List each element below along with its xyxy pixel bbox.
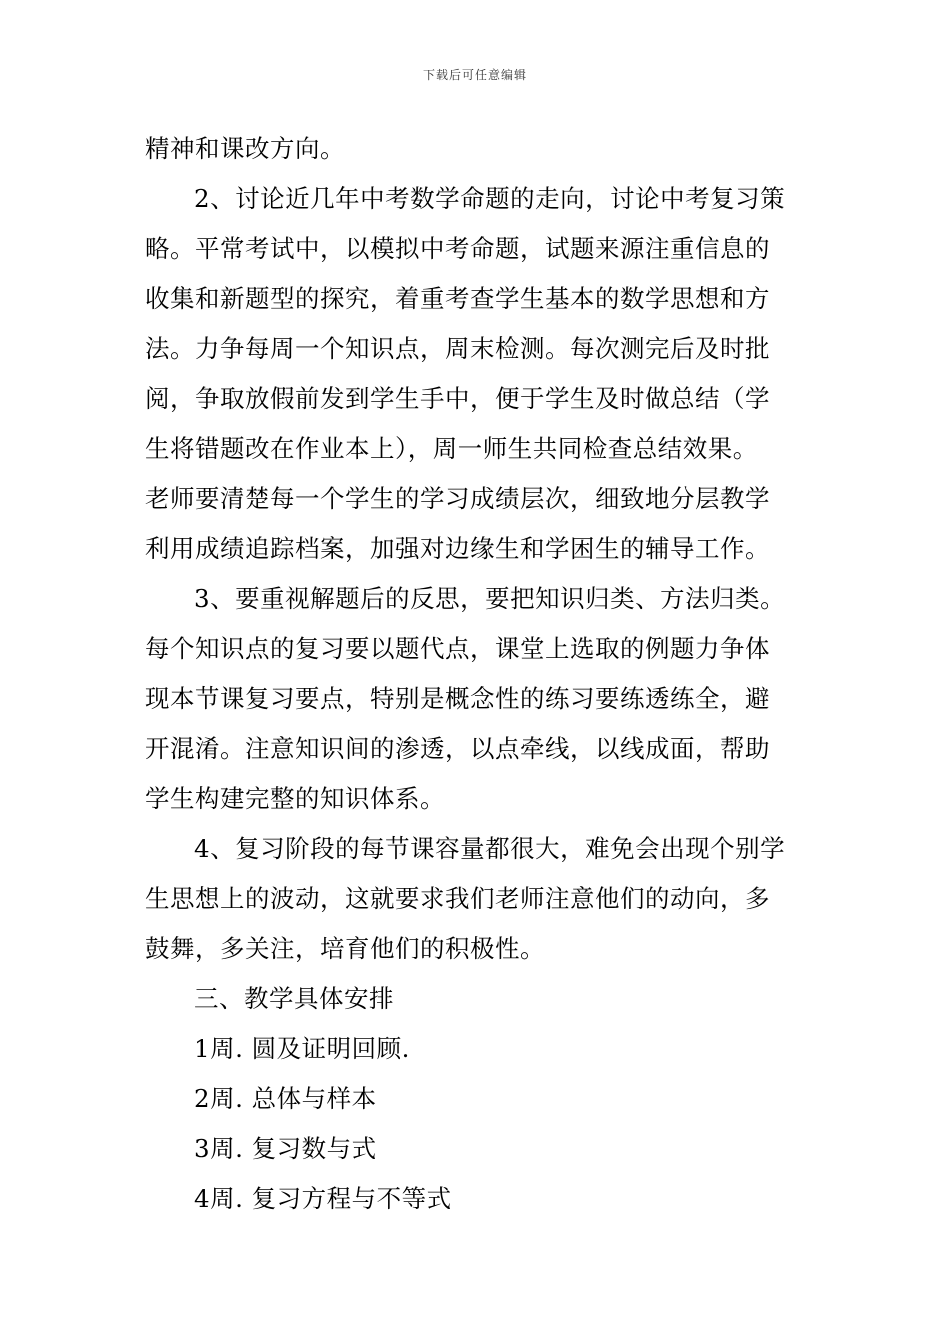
schedule-item: 3周. 复习数与式 xyxy=(194,1134,377,1163)
paragraph-line: 生思想上的波动，这就要求我们老师注意他们的动向，多 xyxy=(145,884,770,913)
paragraph-line: 老师要清楚每一个学生的学习成绩层次，细致地分层教学 xyxy=(145,484,770,513)
paragraph-line: 现本节课复习要点，特别是概念性的练习要练透练全，避 xyxy=(145,684,770,713)
section-heading: 三、教学具体安排 xyxy=(194,984,394,1013)
schedule-item: 2周. 总体与样本 xyxy=(194,1084,377,1113)
paragraph-line: 每个知识点的复习要以题代点，课堂上选取的例题力争体 xyxy=(145,634,770,663)
paragraph-line: 3、要重视解题后的反思，要把知识归类、方法归类。 xyxy=(194,584,786,613)
paragraph-line: 鼓舞，多关注，培育他们的积极性。 xyxy=(145,934,545,963)
paragraph-line: 略。平常考试中，以模拟中考命题，试题来源注重信息的 xyxy=(145,234,770,263)
paragraph-line: 收集和新题型的探究，着重考查学生基本的数学思想和方 xyxy=(145,284,770,313)
schedule-item: 4周. 复习方程与不等式 xyxy=(194,1184,452,1213)
paragraph-line: 4、复习阶段的每节课容量都很大，难免会出现个别学 xyxy=(194,834,786,863)
paragraph-line: 利用成绩追踪档案，加强对边缘生和学困生的辅导工作。 xyxy=(145,534,770,563)
paragraph-line: 开混淆。注意知识间的渗透，以点牵线，以线成面，帮助 xyxy=(145,734,770,763)
paragraph-line: 阅，争取放假前发到学生手中，便于学生及时做总结（学 xyxy=(145,384,770,413)
paragraph-line: 精神和课改方向。 xyxy=(145,134,345,163)
paragraph-line: 学生构建完整的知识体系。 xyxy=(145,784,445,813)
paragraph-line: 生将错题改在作业本上），周一师生共同检查总结效果。 xyxy=(145,434,758,463)
paragraph-line: 法。力争每周一个知识点，周末检测。每次测完后及时批 xyxy=(145,334,770,363)
paragraph-line: 2、讨论近几年中考数学命题的走向，讨论中考复习策 xyxy=(194,184,786,213)
page-header-text: 下载后可任意编辑 xyxy=(422,68,527,82)
schedule-item: 1周. 圆及证明回顾. xyxy=(194,1034,410,1063)
